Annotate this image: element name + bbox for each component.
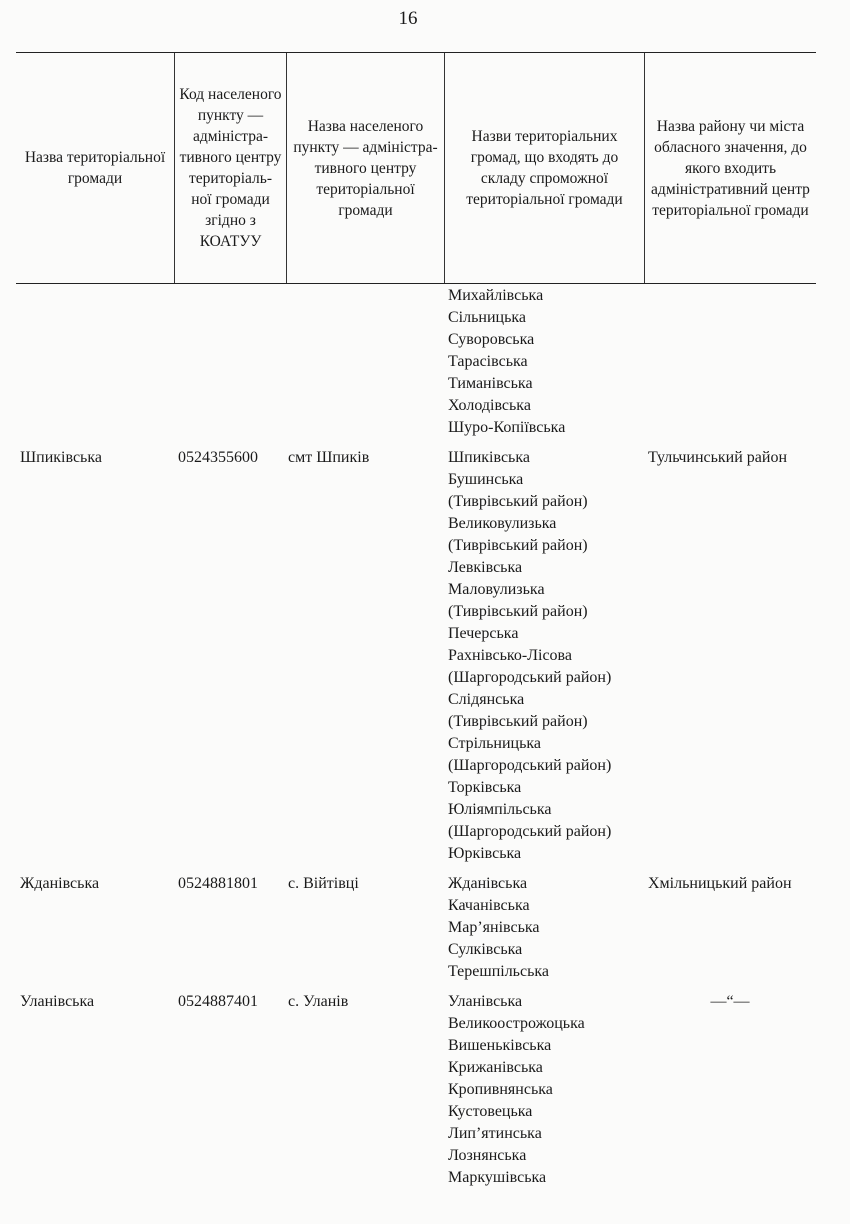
member-item: Жданівська	[448, 875, 528, 892]
table-header	[16, 52, 816, 284]
admin-center: с. Уланів	[288, 993, 349, 1010]
member-item: Левківська	[448, 559, 523, 576]
member-item: Тарасівська	[448, 353, 528, 370]
communities-table	[16, 52, 816, 1189]
member-item: Лознянська	[448, 1147, 527, 1164]
member-item: Сільницька	[448, 309, 527, 326]
member-item: Маловулизька	[448, 581, 545, 598]
member-item: (Тиврівський район)	[448, 713, 588, 730]
member-item: Слідянська	[448, 691, 525, 708]
member-item: Великоострожоцька	[448, 1015, 585, 1032]
members-list	[444, 991, 644, 1189]
page-number: 16	[398, 8, 418, 29]
member-item: Суворовська	[448, 331, 535, 348]
member-item: (Шаргородський район)	[448, 669, 612, 686]
member-item: Юліямпільська	[448, 801, 552, 818]
district-name: Хмільницький район	[648, 875, 792, 892]
koatuu-code: 0524881801	[178, 875, 258, 892]
community-name: Шпиківська	[20, 449, 102, 466]
member-item: (Тиврівський район)	[448, 493, 588, 510]
district-ditto-mark: —“—	[710, 993, 750, 1010]
member-item: Кустовецька	[448, 1103, 533, 1120]
header-members: Назви територіальних громад, що входять до складу спроможної територіальної громади	[444, 53, 644, 283]
header-center: Назва населеного пункту — адміністра-тивного центру територіальної громади	[286, 53, 444, 283]
member-item: Вишеньківська	[448, 1037, 552, 1054]
member-item: Михайлівська	[448, 287, 544, 304]
member-item: Уланівська	[448, 993, 523, 1010]
member-item: (Тиврівський район)	[448, 603, 588, 620]
member-item: (Шаргородський район)	[448, 757, 612, 774]
community-name: Жданівська	[20, 875, 100, 892]
member-item: Холодівська	[448, 397, 531, 414]
member-item: Качанівська	[448, 897, 530, 914]
member-item: Кропивнянська	[448, 1081, 553, 1098]
member-item: Великовулизька	[448, 515, 557, 532]
koatuu-code: 0524355600	[178, 449, 258, 466]
members-list	[444, 285, 644, 439]
table-row	[16, 873, 816, 983]
table-row-continuation	[16, 285, 816, 439]
member-item: Тиманівська	[448, 375, 533, 392]
member-item: (Тиврівський район)	[448, 537, 588, 554]
table-body	[16, 284, 816, 1189]
table-row	[16, 447, 816, 865]
member-item: Лип’ятинська	[448, 1125, 542, 1142]
koatuu-code: 0524887401	[178, 993, 258, 1010]
header-district: Назва району чи міста обласного значення, до якого входить адміністративний центр територіальної громади	[644, 53, 816, 283]
member-item: Юрківська	[448, 845, 522, 862]
member-item: (Шаргородський район)	[448, 823, 612, 840]
members-list	[444, 447, 644, 865]
member-item: Стрільницька	[448, 735, 541, 752]
header-code: Код населеного пункту — адміністра-тивного центру територіаль-ної громади згідно з КОАТУУ	[174, 53, 286, 283]
member-item: Терешпільська	[448, 963, 550, 980]
member-item: Сулківська	[448, 941, 523, 958]
district-name: Тульчинський район	[648, 449, 788, 466]
header-community: Назва територіальної громади	[24, 149, 166, 187]
member-item: Торківська	[448, 779, 522, 796]
table-row	[16, 991, 816, 1189]
member-item: Шуро-Копіївська	[448, 419, 566, 436]
member-item: Мар’янівська	[448, 919, 540, 936]
members-list	[444, 873, 644, 983]
community-name: Уланівська	[20, 993, 95, 1010]
member-item: Бушинська	[448, 471, 524, 488]
member-item: Рахнівсько-Лісова	[448, 647, 572, 664]
member-item: Маркушівська	[448, 1169, 547, 1186]
member-item: Шпиківська	[448, 449, 530, 466]
admin-center: с. Війтівці	[288, 875, 359, 892]
admin-center: смт Шпиків	[288, 449, 370, 466]
member-item: Печерська	[448, 625, 519, 642]
member-item: Крижанівська	[448, 1059, 543, 1076]
